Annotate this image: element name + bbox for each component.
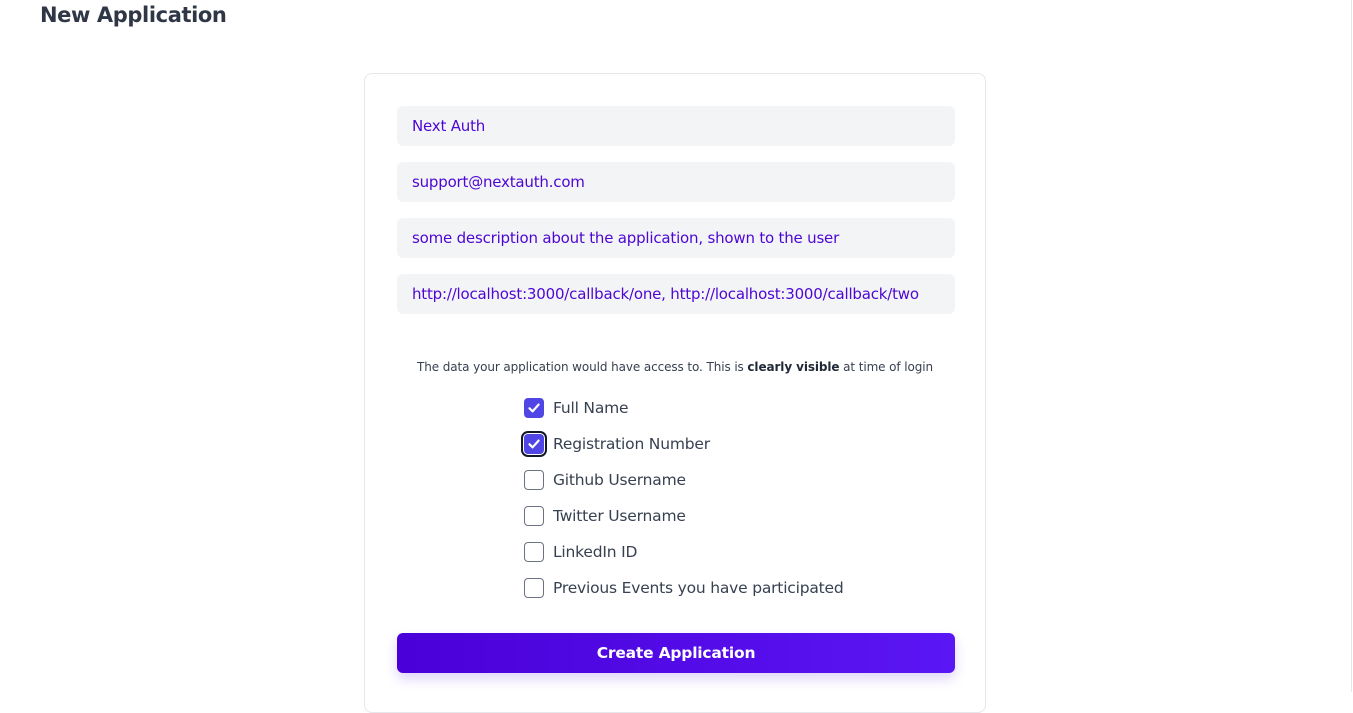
scope-note-emphasis: clearly visible — [747, 360, 840, 374]
scope-item-registration-number[interactable] — [524, 426, 844, 462]
description-field-wrapper — [397, 218, 955, 258]
check-icon — [527, 401, 541, 415]
new-application-card — [364, 73, 986, 713]
scope-checkbox-list — [524, 390, 844, 606]
scope-note-suffix: at time of login — [839, 360, 933, 374]
app-name-field-wrapper — [397, 106, 955, 146]
scope-item-linkedin-id[interactable] — [524, 534, 844, 570]
app-name-input[interactable] — [412, 117, 940, 135]
scope-checkbox-linkedin-id[interactable] — [524, 542, 544, 562]
scope-item-previous-events-you-have-participated[interactable] — [524, 570, 844, 606]
support-email-field-wrapper — [397, 162, 955, 202]
scope-checkbox-full-name[interactable] — [524, 398, 544, 418]
scope-checkbox-registration-number[interactable] — [524, 434, 544, 454]
scope-item-github-username[interactable] — [524, 462, 844, 498]
scope-label: Registration Number — [553, 435, 710, 453]
scope-checkbox-github-username[interactable] — [524, 470, 544, 490]
scope-label: LinkedIn ID — [553, 543, 638, 561]
scope-note-prefix: The data your application would have access to. This is — [417, 360, 748, 374]
redirect-uris-field-wrapper — [397, 274, 955, 314]
support-email-input[interactable] — [412, 173, 940, 191]
check-icon — [527, 437, 541, 451]
scope-label: Twitter Username — [553, 507, 686, 525]
page-title: New Application — [40, 3, 227, 27]
scope-item-full-name[interactable] — [524, 390, 844, 426]
scope-access-note — [365, 360, 985, 374]
scope-item-twitter-username[interactable] — [524, 498, 844, 534]
create-application-button[interactable]: Create Application — [397, 633, 955, 673]
scrollbar-edge — [1351, 0, 1352, 692]
scope-label: Github Username — [553, 471, 686, 489]
scope-checkbox-previous-events-you-have-participated[interactable] — [524, 578, 544, 598]
scope-label: Full Name — [553, 399, 629, 417]
scope-checkbox-twitter-username[interactable] — [524, 506, 544, 526]
redirect-uris-input[interactable] — [412, 285, 940, 303]
description-input[interactable] — [412, 229, 940, 247]
scope-label: Previous Events you have participated — [553, 579, 844, 597]
